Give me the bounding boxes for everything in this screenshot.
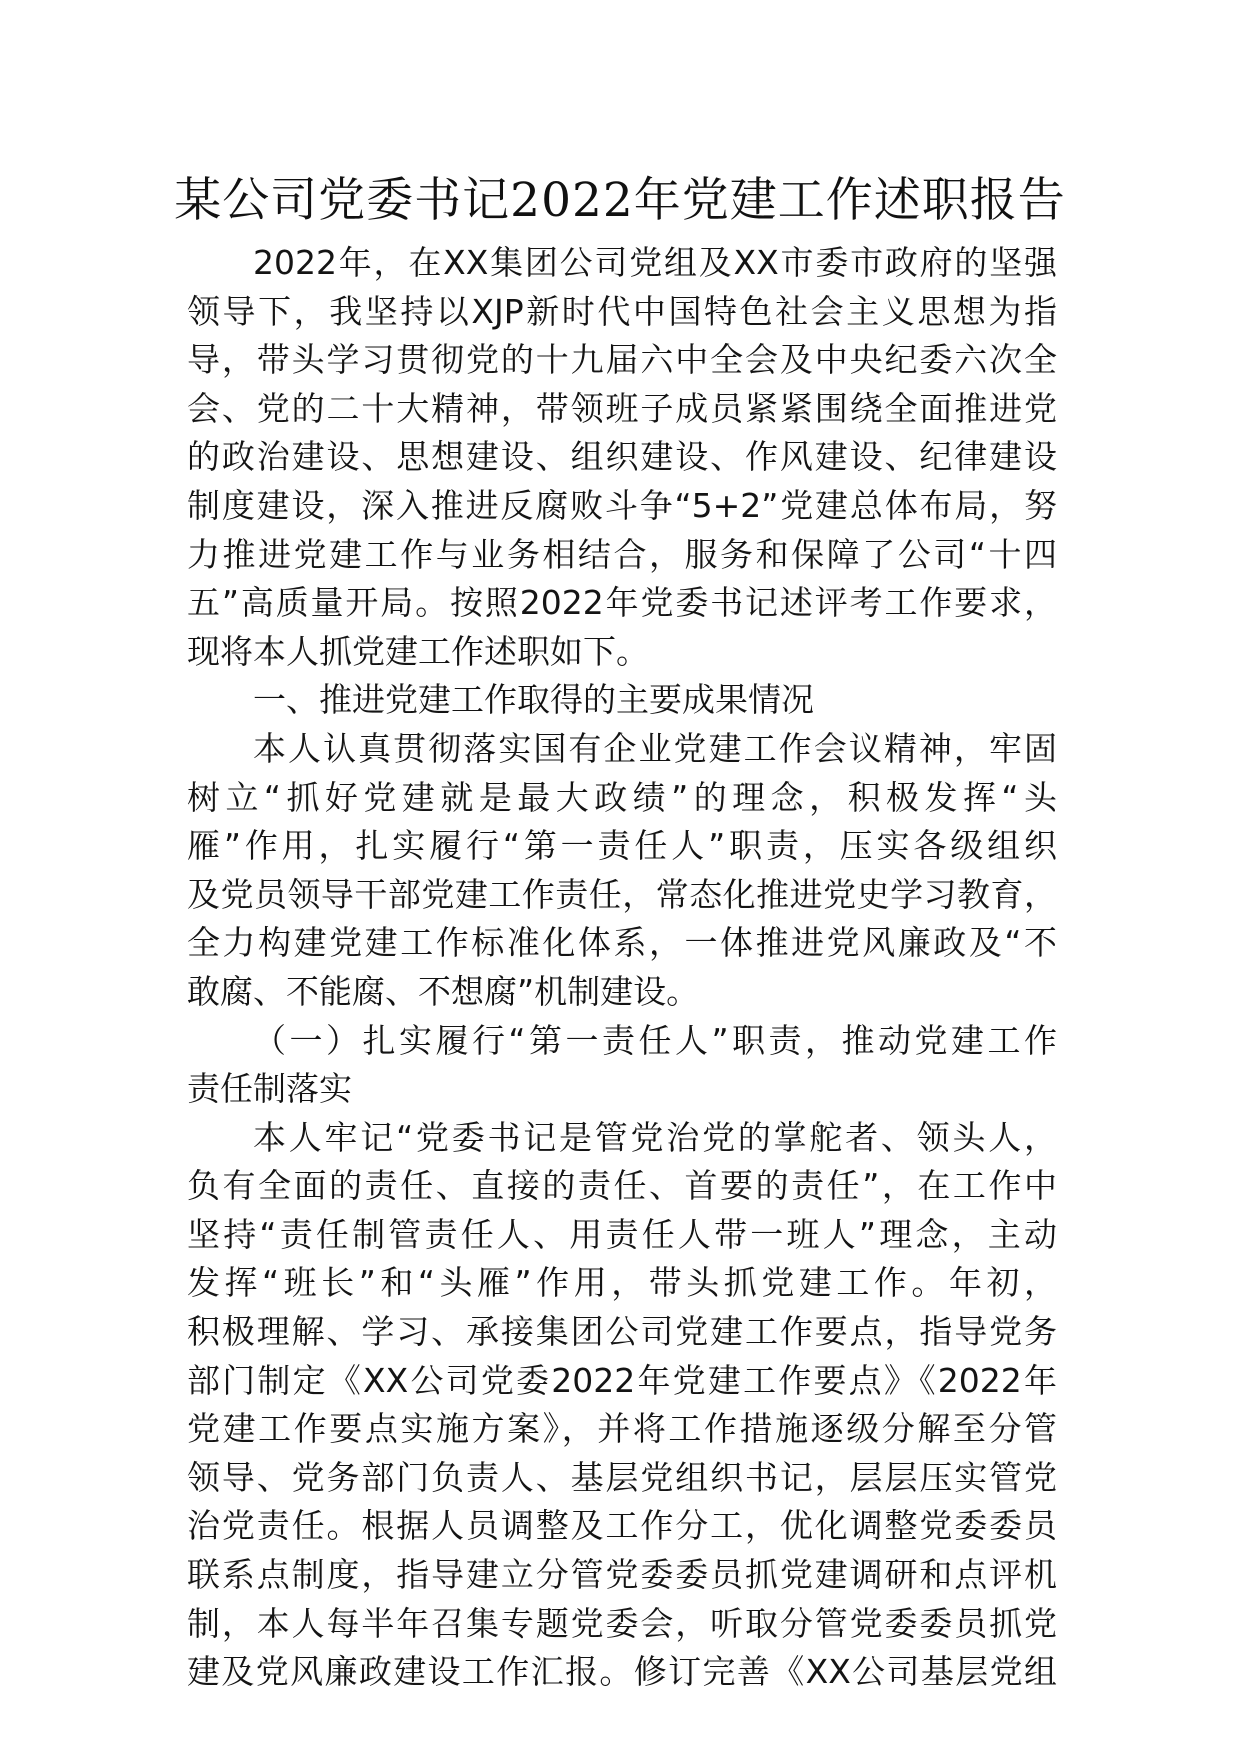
paragraph-line: 本人认真贯彻落实国有企业党建工作会议精神，牢固 [253,728,1057,768]
paragraph-line: 治党责任。根据人员调整及工作分工，优化调整党委委员 [187,1506,1057,1546]
paragraph-line: 2022年，在XX集团公司党组及XX市委市政府的坚强 [253,243,1057,282]
paragraph-line: 及党员领导干部党建工作责任，常态化推进党史学习教育， [187,874,1057,914]
paragraph-line: 全力构建党建工作标准化体系，一体推进党风廉政及“不 [187,923,1057,963]
paragraph-line: 领导、党务部门负责人、基层党组织书记，层层压实管党 [187,1457,1057,1497]
paragraph-line: 坚持“责任制管责任人、用责任人带一班人”理念，主动 [187,1214,1057,1254]
paragraph-line: 力推进党建工作与业务相结合，服务和保障了公司“十四 [187,534,1057,574]
paragraph-line: 本人牢记“党委书记是管党治党的掌舵者、领头人， [253,1117,1057,1157]
paragraph-line: 制，本人每半年召集专题党委会，听取分管党委委员抓党 [187,1603,1057,1643]
paragraph-line: 制度建设，深入推进反腐败斗争“5+2”党建总体布局，努 [187,485,1057,525]
paragraph-line: 雁”作用，扎实履行“第一责任人”职责，压实各级组织 [187,826,1057,866]
paragraph-line: 树立“抓好党建就是最大政绩”的理念，积极发挥“头 [187,777,1057,817]
paragraph-line: 负有全面的责任、直接的责任、首要的责任”，在工作中 [187,1166,1057,1206]
paragraph-line: 导，带头学习贯彻党的十九届六中全会及中央纪委六次全 [187,340,1057,380]
paragraph-line: 联系点制度，指导建立分管党委委员抓党建调研和点评机 [187,1555,1057,1595]
paragraph-line: 建及党风廉政建设工作汇报。修订完善《XX公司基层党组 [187,1652,1057,1692]
paragraph-line: 现将本人抓党建工作述职如下。 [187,631,649,671]
paragraph-line: 五”高质量开局。按照2022年党委书记述评考工作要求， [187,583,1057,623]
paragraph-line: 敢腐、不能腐、不想腐”机制建设。 [187,971,700,1011]
subsection-heading: 责任制落实 [187,1069,352,1109]
paragraph-line: 领导下，我坚持以XJP新时代中国特色社会主义思想为指 [187,291,1057,331]
paragraph-line: 党建工作要点实施方案》，并将工作措施逐级分解至分管 [187,1409,1057,1449]
subsection-heading: （一）扎实履行“第一责任人”职责，推动党建工作 [253,1020,1057,1060]
paragraph-line: 部门制定《XX公司党委2022年党建工作要点》《2022年 [187,1360,1057,1400]
section-heading: 一、推进党建工作取得的主要成果情况 [253,680,814,720]
paragraph-line: 会、党的二十大精神，带领班子成员紧紧围绕全面推进党 [187,388,1057,428]
document-title: 某公司党委书记2022年党建工作述职报告 [174,173,1066,228]
paragraph-line: 的政治建设、思想建设、组织建设、作风建设、纪律建设 [187,437,1057,477]
paragraph-line: 发挥“班长”和“头雁”作用，带头抓党建工作。年初， [187,1263,1057,1303]
document-body [187,239,1057,1697]
paragraph-line: 积极理解、学习、承接集团公司党建工作要点，指导党务 [187,1312,1057,1352]
